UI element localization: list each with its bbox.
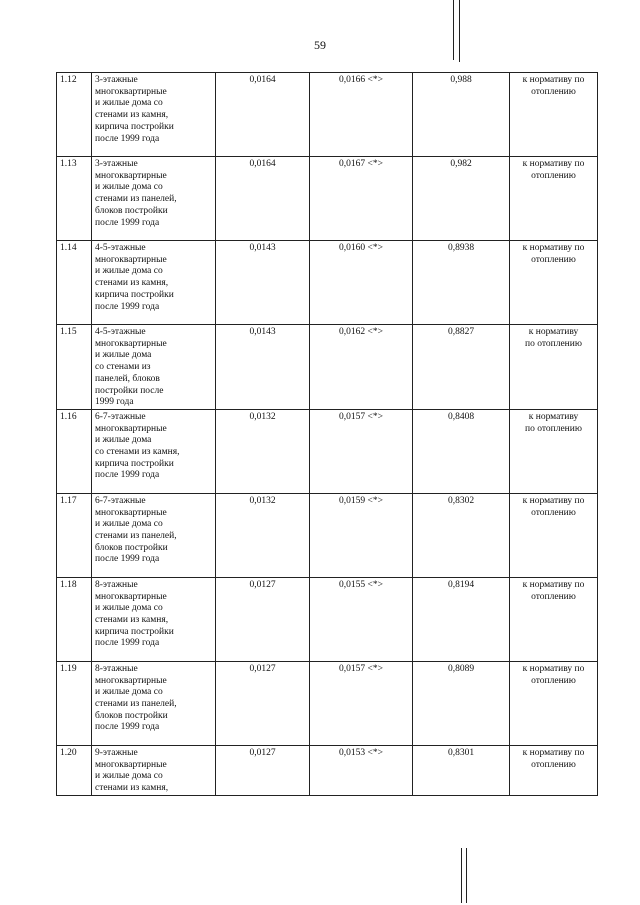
value-cell-1: 0,0143 [216,325,310,410]
description-line: стенами из камня, [95,615,169,626]
description-line: многоквартирные [95,338,167,349]
value-cell-1: 0,0132 [216,493,310,577]
table-row [57,577,598,661]
description-line: и жилые дома со [95,687,163,698]
row-number: 1.14 [57,241,92,325]
description-line: 6-7-этажные [95,411,146,422]
coefficient-cell: 0,8938 [413,241,510,325]
description-line: 4-5-этажные [95,243,146,253]
coefficient-cell: 0,8827 [413,325,510,410]
tariff-table [56,72,598,796]
note-cell [510,325,598,410]
value-cell-1: 0,0127 [216,661,310,745]
coefficient-cell: 0,8089 [413,661,510,745]
building-description [92,745,216,795]
description-line: и жилые дома со [95,266,163,277]
description-line: после 1999 года [95,722,160,733]
value-cell-2: 0,0160 <*> [310,241,413,325]
building-description [92,493,216,577]
description-line: 8-этажные [95,579,138,590]
note-line: по отоплению [525,423,582,434]
description-line: многоквартирные [95,170,167,181]
note-line: отоплению [531,507,576,518]
value-cell-2: 0,0153 <*> [310,745,413,795]
note-cell [510,409,598,493]
note-cell [510,661,598,745]
description-line: многоквартирные [95,423,167,434]
note-cell [510,577,598,661]
description-line: 8-этажные [95,663,138,674]
value-cell-1: 0,0164 [216,157,310,241]
building-description [92,577,216,661]
description-line: стенами из камня, [95,278,169,289]
note-line: к нормативу по [522,75,585,85]
note-line: к нормативу [528,327,579,337]
note-line: отоплению [531,759,576,770]
description-line: кирпича постройки [95,121,174,132]
description-line: стенами из камня, [95,110,169,121]
description-line: после 1999 года [95,133,160,144]
row-number: 1.17 [57,493,92,577]
description-line: блоков постройки [95,710,168,721]
value-cell-2: 0,0167 <*> [310,157,413,241]
coefficient-cell: 0,8302 [413,493,510,577]
value-cell-1: 0,0127 [216,577,310,661]
value-cell-2: 0,0155 <*> [310,577,413,661]
description-line: постройки после [95,385,164,396]
description-line: со стенами из [95,362,151,373]
row-number: 1.19 [57,661,92,745]
coefficient-cell: 0,988 [413,73,510,157]
building-description [92,661,216,745]
note-cell [510,745,598,795]
page-number: 59 [314,38,326,52]
row-number: 1.13 [57,157,92,241]
description-line: стенами из панелей, [95,531,177,542]
note-line: к нормативу по [522,747,585,758]
value-cell-1: 0,0164 [216,73,310,157]
description-line: блоков постройки [95,205,168,216]
value-cell-1: 0,0143 [216,241,310,325]
scan-artifact-line [461,848,462,903]
scan-artifact-line [453,0,454,60]
description-line: стенами из камня, [95,783,169,794]
coefficient-cell: 0,982 [413,157,510,241]
note-line: к нормативу по [522,663,585,674]
description-line: многоквартирные [95,675,167,686]
description-line: 3-этажные [95,75,138,85]
value-cell-2: 0,0157 <*> [310,661,413,745]
row-number: 1.20 [57,745,92,795]
note-cell [510,157,598,241]
note-line: отоплению [531,591,576,602]
description-line: многоквартирные [95,254,167,265]
table-row [57,661,598,745]
description-line: 4-5-этажные [95,327,146,337]
coefficient-cell: 0,8194 [413,577,510,661]
description-line: кирпича постройки [95,626,174,637]
table-row [57,325,598,410]
note-line: отоплению [531,254,576,265]
description-line: панелей, блоков [95,373,160,384]
table-row [57,73,598,157]
note-line: к нормативу по [522,243,585,253]
building-description [92,157,216,241]
value-cell-2: 0,0159 <*> [310,493,413,577]
value-cell-1: 0,0132 [216,409,310,493]
description-line: 9-этажные [95,747,138,758]
building-description [92,325,216,410]
description-line: многоквартирные [95,591,167,602]
note-line: по отоплению [525,338,582,349]
value-cell-2: 0,0162 <*> [310,325,413,410]
row-number: 1.18 [57,577,92,661]
table-row [57,409,598,493]
building-description [92,241,216,325]
scan-artifact-line [466,848,467,903]
note-cell [510,241,598,325]
table-row [57,745,598,795]
description-line: кирпича постройки [95,458,174,469]
description-line: многоквартирные [95,507,167,518]
description-line: кирпича постройки [95,289,174,300]
description-line: и жилые дома [95,435,152,446]
note-cell [510,493,598,577]
description-line: 3-этажные [95,159,138,169]
description-line: и жилые дома со [95,771,163,782]
description-line: и жилые дома [95,350,152,361]
note-line: к нормативу по [522,495,585,506]
description-line: и жилые дома со [95,603,163,614]
note-line: отоплению [531,170,576,181]
description-line: со стенами из камня, [95,447,180,458]
table-row [57,157,598,241]
table-row [57,241,598,325]
description-line: блоков постройки [95,542,168,553]
description-line: и жилые дома со [95,519,163,530]
description-line: многоквартирные [95,86,167,97]
description-line: и жилые дома со [95,182,163,193]
row-number: 1.12 [57,73,92,157]
description-line: стенами из панелей, [95,699,177,710]
description-line: после 1999 года [95,217,160,228]
building-description [92,73,216,157]
value-cell-2: 0,0166 <*> [310,73,413,157]
description-line: 6-7-этажные [95,495,146,506]
description-line: после 1999 года [95,554,160,565]
description-line: после 1999 года [95,638,160,649]
description-line: после 1999 года [95,470,160,481]
row-number: 1.16 [57,409,92,493]
description-line: 1999 года [95,397,134,408]
description-line: многоквартирные [95,759,167,770]
scan-artifact-line [459,0,460,62]
note-line: к нормативу по [522,159,585,169]
description-line: после 1999 года [95,301,160,312]
coefficient-cell: 0,8301 [413,745,510,795]
value-cell-1: 0,0127 [216,745,310,795]
description-line: стенами из панелей, [95,194,177,205]
row-number: 1.15 [57,325,92,410]
note-line: к нормативу [528,411,579,422]
table-row [57,493,598,577]
note-line: отоплению [531,86,576,97]
note-cell [510,73,598,157]
description-line: и жилые дома со [95,98,163,109]
note-line: к нормативу по [522,579,585,590]
building-description [92,409,216,493]
note-line: отоплению [531,675,576,686]
coefficient-cell: 0,8408 [413,409,510,493]
value-cell-2: 0,0157 <*> [310,409,413,493]
